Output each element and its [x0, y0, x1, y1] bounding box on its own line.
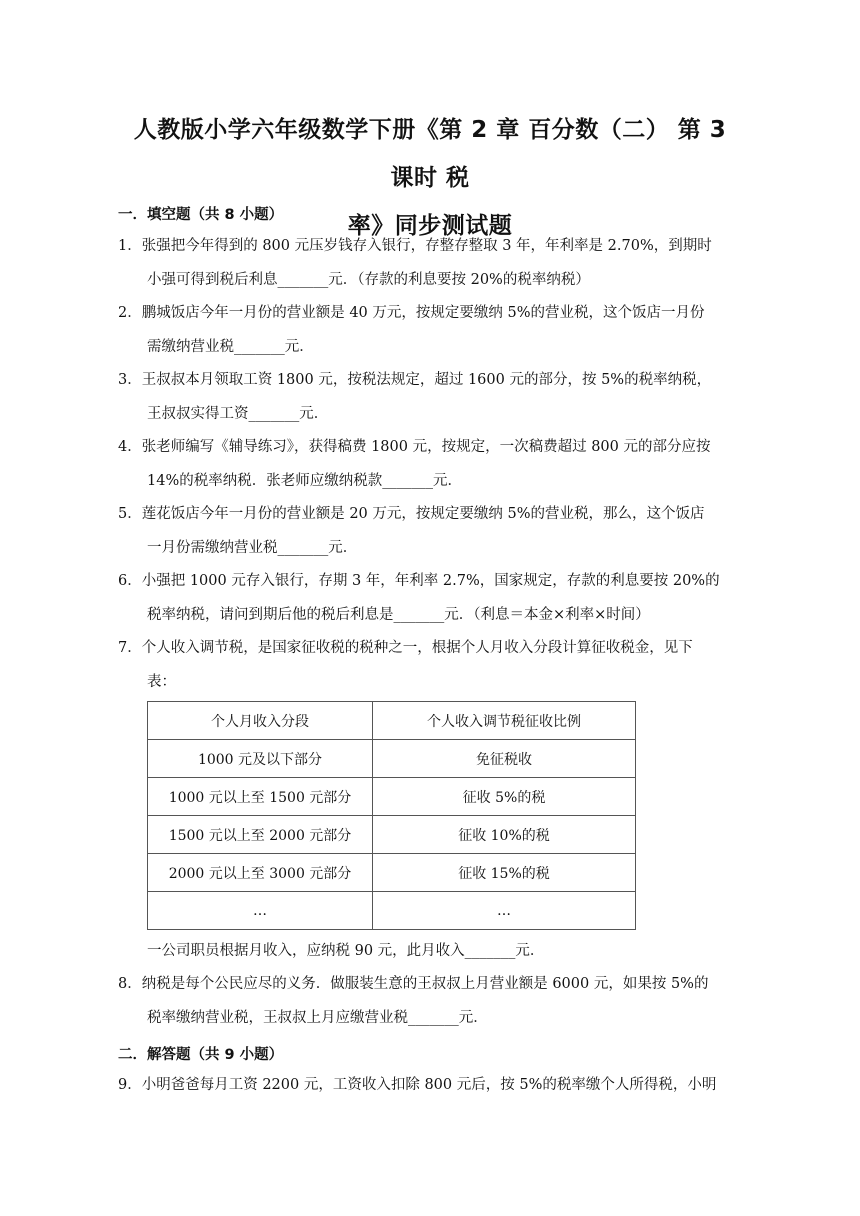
question-3-line-2: 王叔叔实得工资_______元．	[147, 406, 329, 422]
question-7-follow-up	[118, 934, 742, 968]
question-9	[118, 1068, 742, 1102]
table-cell: 征收 15%的税	[373, 854, 636, 892]
question-5-line-1: 5．莲花饭店今年一月份的营业额是 20 万元，按规定要缴纳 5%的营业税，那么，这个饭店	[118, 506, 705, 522]
table-header: 个人月收入分段	[148, 702, 373, 740]
table-row	[148, 740, 636, 778]
table-row	[148, 854, 636, 892]
question-4-line-2: 14%的税率纳税．张老师应缴纳税款_______元．	[147, 473, 462, 489]
question-2	[118, 296, 742, 364]
table-row	[148, 778, 636, 816]
question-9-line-1: 9．小明爸爸每月工资 2200 元，工资收入扣除 800 元后，按 5%的税率缴个人所得税，小明	[118, 1077, 717, 1093]
table-cell: …	[148, 892, 373, 930]
question-6-line-1: 6．小强把 1000 元存入银行，存期 3 年，年利率 2.7%，国家规定，存款的利息要按 20%的	[118, 573, 720, 589]
question-6	[118, 564, 742, 632]
table-cell: 征收 10%的税	[373, 816, 636, 854]
tax-rate-table	[147, 701, 636, 930]
question-1	[118, 229, 742, 297]
question-5	[118, 497, 742, 565]
question-4-line-1: 4．张老师编写《辅导练习》，获得稿费 1800 元，按规定，一次稿费超过 800 元的部分应按	[118, 439, 711, 455]
question-3-line-1: 3．王叔叔本月领取工资 1800 元，按税法规定，超过 1600 元的部分，按 5%的税率纳税，	[118, 372, 712, 388]
question-8	[118, 967, 742, 1035]
table-cell: 2000 元以上至 3000 元部分	[148, 854, 373, 892]
table-row	[148, 892, 636, 930]
question-1-line-2: 小强可得到税后利息_______元．（存款的利息要按 20%的税率纳税）	[147, 272, 590, 288]
section-heading-fill-blank: 一．填空题（共 8 小题）	[118, 207, 284, 223]
table-header: 个人收入调节税征收比例	[373, 702, 636, 740]
table-cell: 1000 元及以下部分	[148, 740, 373, 778]
section-heading-answer: 二．解答题（共 9 小题）	[118, 1047, 284, 1063]
table-cell: 1500 元以上至 2000 元部分	[148, 816, 373, 854]
question-7-line-2: 表：	[147, 674, 176, 690]
question-7	[118, 631, 742, 699]
question-7-line-1: 7．个人收入调节税，是国家征收税的税种之一，根据个人月收入分段计算征收税金，见下	[118, 640, 693, 656]
question-3	[118, 363, 742, 431]
table-cell: 1000 元以上至 1500 元部分	[148, 778, 373, 816]
table-row	[148, 816, 636, 854]
question-7-after-table: 一公司职员根据月收入，应纳税 90 元，此月收入_______元．	[147, 943, 545, 959]
question-4	[118, 430, 742, 498]
table-cell: 征收 5%的税	[373, 778, 636, 816]
question-8-line-2: 税率缴纳营业税，王叔叔上月应缴营业税_______元．	[147, 1010, 488, 1026]
question-2-line-1: 2．鹏城饭店今年一月份的营业额是 40 万元，按规定要缴纳 5%的营业税，这个饭店一月份	[118, 305, 705, 321]
table-cell: 免征税收	[373, 740, 636, 778]
question-8-line-1: 8．纳税是每个公民应尽的义务．做服装生意的王叔叔上月营业额是 6000 元，如果按 5%的	[118, 976, 709, 992]
question-2-line-2: 需缴纳营业税_______元．	[147, 339, 314, 355]
title-line-1: 人教版小学六年级数学下册《第 2 章 百分数（二） 第 3 课时 税	[133, 117, 727, 191]
title-line-2: 率》同步测试题	[347, 213, 513, 239]
question-1-line-1: 1．张强把今年得到的 800 元压岁钱存入银行，存整存整取 3 年，年利率是 2.70%，到期时	[118, 238, 712, 254]
question-5-line-2: 一月份需缴纳营业税_______元．	[147, 540, 358, 556]
table-cell: …	[373, 892, 636, 930]
table-header-row	[148, 702, 636, 740]
question-6-line-2: 税率纳税，请问到期后他的税后利息是_______元．（利息＝本金×利率×时间）	[147, 607, 650, 623]
